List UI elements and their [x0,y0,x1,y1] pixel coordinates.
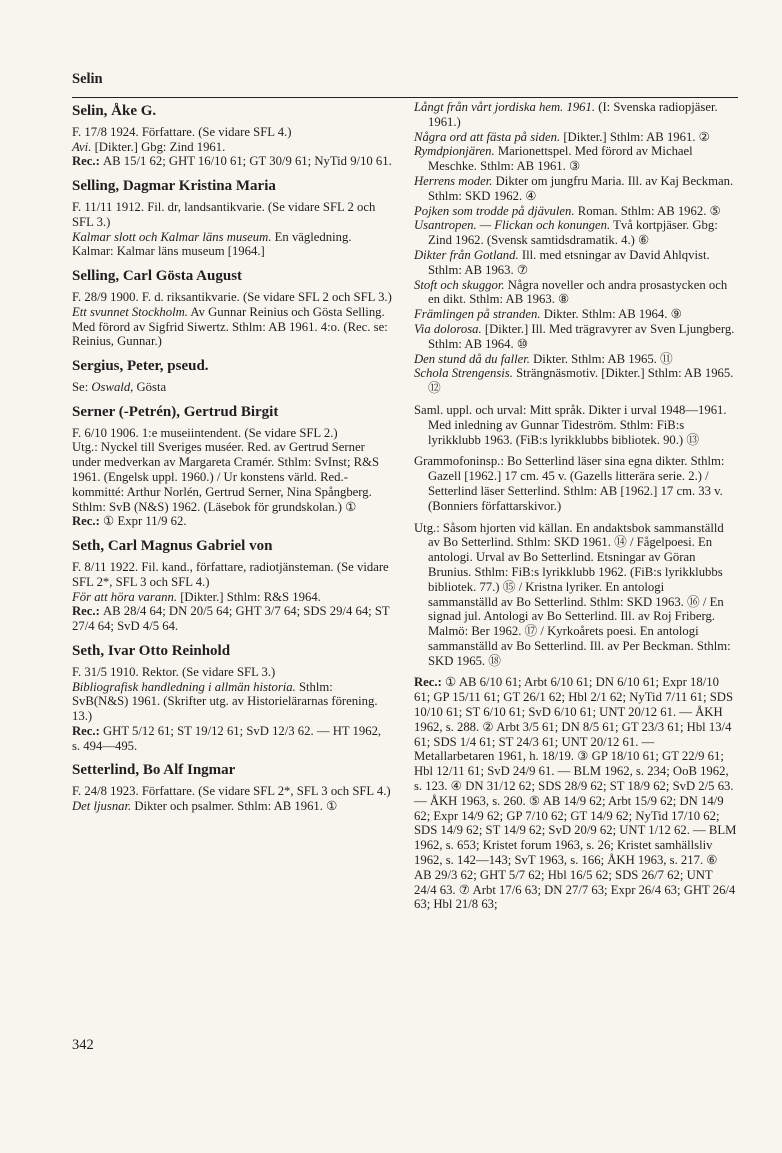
section-paragraph: Saml. uppl. och urval: Mitt språk. Dikter i urval 1948—1961. Med inledning av Gunnar Tideström. Sthlm: FiB:s lyrikklubb 1963. (FiB:s lyrikklubbs bibliotek. 90.) ⑬ [414,402,727,447]
work-title: Usantropen. — Flickan och konungen. [414,218,611,233]
entry-line [72,665,392,680]
work-item [414,248,737,278]
review-list [72,604,392,634]
work-rest: [Dikter.] Sthlm: AB 1961. ② [560,129,711,144]
line-rest: Gösta [133,379,167,394]
line-text: F. 28/9 1900. F. d. riksantikvarie. (Se vidare SFL 2 och SFL 3.) [72,289,392,304]
review-label: Rec.: [72,723,103,738]
entry [72,539,392,634]
review-text: GHT 5/12 61; ST 19/12 61; SvD 12/3 62. — HT 1962, s. 494—495. [72,723,382,753]
line-rest: En vägledning. Kalmar: Kalmar läns museum [1964.] [72,229,352,259]
entry-name: Seth, Carl Magnus Gabriel von [72,538,273,555]
entry-line [72,200,392,230]
review-text: AB 15/1 62; GHT 16/10 61; GT 30/9 61; NyTid 9/10 61. [103,154,392,169]
review-text: ① Expr 11/9 62. [103,514,187,529]
review-list [72,514,392,529]
line-rest: [Dikter.] Gbg: Zind 1961. [91,139,226,154]
entry-line [72,560,392,590]
work-rest: Två kortpjäser. Gbg: Zind 1962. (Svensk samtidsdramatik. 4.) ⑥ [428,218,718,248]
work-item [414,100,737,130]
work-title: Det ljusnar. [72,799,132,814]
line-text: F. 11/11 1912. Fil. dr, landsantikvarie. (Se vidare SFL 2 och SFL 3.) [72,199,376,229]
review-label: Rec.: [72,514,103,529]
entry-line [72,799,392,814]
header-rule [72,97,738,98]
entry-line [72,590,392,605]
work-item [414,144,737,174]
entry-line [72,140,392,155]
work-title: För att höra varann. [72,589,178,604]
work-title: Långt från vårt jordiska hem. 1961. [414,100,596,114]
work-title: Några ord att fästa på siden. [414,129,561,144]
work-rest: Dikter. Sthlm: AB 1964. ⑨ [540,307,682,322]
left-column [72,100,392,824]
line-rest: Sthlm: SvB(N&S) 1961. (Skrifter utg. av Historielärarnas förening. 13.) [72,679,378,724]
line-text: F. 6/10 1906. 1:e museiintendent. (Se vidare SFL 2.) [72,425,338,440]
work-item [414,322,737,352]
work-title: Ett svunnet Stockholm. [72,304,188,319]
work-item [414,130,737,145]
right-column [414,100,737,912]
page-number: 342 [72,1037,94,1053]
work-rest: Dikter. Sthlm: AB 1965. ⑪ [529,351,673,366]
entry-name: Selin, Åke G. [72,103,157,119]
entry [72,269,392,349]
entry-line [72,305,392,349]
section-paragraph: Grammofoninsp.: Bo Setterlind läser sina egna dikter. Sthlm: Gazell [1962.] 17 cm. 45 v. (Gazells litterära serie. 2.) / Setterlind läser Setterlind. Sthlm: AB [1962.] 17 cm. 33 v. (Bonniers författarskivor.) [414,454,725,513]
work-title: Avi. [72,139,92,154]
work-title: Pojken som trodde på djävulen. [414,203,575,218]
work-rest: Strängnäsmotiv. [Dikter.] Sthlm: AB 1965. ⑫ [428,366,734,396]
work-title: Oswald, [91,379,134,394]
line-rest: Dikter och psalmer. Sthlm: AB 1961. ① [131,799,338,814]
work-rest: Ill. med etsningar av David Ahlqvist. Sthlm: AB 1963. ⑦ [428,247,710,277]
work-title: Den stund då du faller. [414,351,530,366]
work-rest: Några noveller och andra prosastycken och en dikt. Sthlm: AB 1963. ⑧ [428,277,728,307]
work-title: Bibliografisk handledning i allmän historia. [72,679,296,694]
entry-name: Selling, Dagmar Kristina Maria [72,178,276,195]
work-title: Främlingen på stranden. [414,307,541,322]
review-label: Rec.: [72,604,103,619]
section-paragraph: Utg.: Såsom hjorten vid källan. En andaktsbok sammanställd av Bo Setterlind. Sthlm: SKD 1961. ⑭ / Fågelpoesi. En antologi. Urval av Bo Setterlind. Etsningar av Göran Brunius. Sthlm: FiB:s lyrikklubb 1962. (FiB:s lyrikklubbs bibliotek. 77.) ⑮ / Kristna lyriker. En antologi sammanställd av Bo Setterlind. Sthlm: SKD 1963. ⑯ / En signad jul. Antologi av Bo Setterlind. Ill. av Roj Friberg. Malmö: Ber 1962. ⑰ / Kyrkoårets poesi. En antologi sammanställd av Bo Setterlind. Ill. av Per Beckman. Sthlm: SKD 1965. ⑱ [414,520,731,668]
line-rest: [Dikter.] Sthlm: R&S 1964. [177,589,321,604]
review-list [414,675,737,912]
review-label: Rec.: [414,675,445,690]
review-text: ① AB 6/10 61; Arbt 6/10 61; DN 6/10 61; Expr 18/10 61; GP 15/11 61; GT 26/1 62; Hbl 2/1 62; NyTid 7/11 61; SDS 10/10 61; ST 6/10 61; SvD 6/10 61; UNT 20/12 61. — ÅKH 1962, s. 288. ② Arbt 3/5 61; DN 8/5 61; GT 23/3 61; Hbl 13/4 61; SDS 1/4 61; ST 24/3 61; UNT 20/12 61. — Metallarbetaren 1961, h. 18/19. ③ GP 18/10 61; GT 22/9 61; Hbl 12/11 61; SvD 24/9 61. — BLM 1962, s. 234; OoB 1962, s. 123. ④ DN 31/12 62; SDS 28/9 62; ST 18/9 62; SvD 2/5 63. — ÅKH 1963, s. 260. ⑤ AB 14/9 62; Arbt 15/9 62; DN 14/9 62; Expr 14/9 62; GP 7/10 62; GT 14/9 62; NyTid 17/10 62; SDS 14/9 62; ST 14/9 62; SvD 20/9 62; UNT 1/12 62. — BLM 1962, s. 653; Kristet forum 1963, s. 26; Kristet samhällsliv 1962, s. 142—143; SvT 1963, s. 166; ÅKH 1963, s. 217. ⑥ AB 29/3 62; GHT 5/7 62; Hbl 16/5 62; SDS 26/7 62; UNT 24/4 63. ⑦ Arbt 17/6 63; DN 27/7 63; Expr 26/4 63; GHT 26/4 63; Hbl 21/8 63; [414,675,737,912]
entry-name: Sergius, Peter, pseud. [72,358,209,375]
line-text: F. 8/11 1922. Fil. kand., författare, radiotjänsteman. (Se vidare SFL 2*, SFL 3 och SFL 4.) [72,559,389,589]
line-rest: Av Gunnar Reinius och Gösta Selling. Med förord av Sigfrid Siwertz. Sthlm: AB 1961. 4:o. (Rec. se: Reinius, Gunnar.) [72,304,388,349]
line-text: Se: [72,379,92,394]
works-list [414,100,737,396]
running-head: Selin [72,71,103,87]
work-title: Schola Strengensis. [414,366,513,381]
line-text: F. 31/5 1910. Rektor. (Se vidare SFL 3.) [72,664,276,679]
work-item [414,366,737,396]
line-text: F. 24/8 1923. Författare. (Se vidare SFL 2*, SFL 3 och SFL 4.) [72,784,391,799]
work-item [414,352,737,367]
line-text: F. 17/8 1924. Författare. (Se vidare SFL 4.) [72,124,292,139]
entry-line [72,680,392,724]
entry-name: Selling, Carl Gösta August [72,268,243,285]
review-label: Rec.: [72,154,103,169]
entry-name: Setterlind, Bo Alf Ingmar [72,762,236,779]
entry-line [72,230,392,260]
review-list [72,724,392,754]
entry [72,405,392,529]
work-item [414,218,737,248]
work-title: Herrens moder. [414,173,493,188]
entry-line [72,784,392,799]
work-title: Kalmar slott och Kalmar läns museum. [72,229,272,244]
review-list [72,154,392,169]
work-item [414,278,737,308]
entry [72,179,392,259]
work-title: Dikter från Gotland. [414,247,519,262]
work-title: Stoft och skuggor. [414,277,505,292]
entry-line [72,380,392,395]
entry-line [72,125,392,140]
entry-line [72,290,392,305]
work-item [414,204,737,219]
work-rest: [Dikter.] Ill. Med trägravyrer av Sven Ljungberg. Sthlm: AB 1964. ⑩ [428,321,735,351]
work-rest: Dikter om jungfru Maria. Ill. av Kaj Beckman. Sthlm: SKD 1962. ④ [428,173,734,203]
work-title: Via dolorosa. [414,321,482,336]
entry [72,763,392,813]
entry [72,644,392,754]
line-text: Utg.: Nyckel till Sveriges muséer. Red. av Gertrud Serner under medverkan av Margareta Cramér. Sthlm: SvInst; R&S 1961. (Engelsk uppl. 1960.) / Ur konstens värld. Red.-kommitté: Arthur Norlén, Gertrud Serner, Nina Spångberg. Sthlm: SvB (N&S) 1962. (Läsebok för grundskolan.) ① [72,440,380,514]
review-text: AB 28/4 64; DN 20/5 64; GHT 3/7 64; SDS 29/4 64; ST 27/4 64; SvD 4/5 64. [72,604,390,634]
work-title: Rymdpionjären. [414,144,495,159]
entry [72,359,392,395]
work-item [414,174,737,204]
entry-name: Serner (-Petrén), Gertrud Birgit [72,403,279,420]
entry-line [72,440,392,514]
work-item [414,307,737,322]
entry-name: Seth, Ivar Otto Reinhold [72,642,231,659]
entry-line [72,426,392,441]
work-rest: (I: Svenska radiopjäser. 1961.) [428,100,718,129]
work-rest: Marionettspel. Med förord av Michael Meschke. Sthlm: AB 1961. ③ [428,144,693,174]
entry [72,104,392,169]
work-rest: Roman. Sthlm: AB 1962. ⑤ [574,203,721,218]
